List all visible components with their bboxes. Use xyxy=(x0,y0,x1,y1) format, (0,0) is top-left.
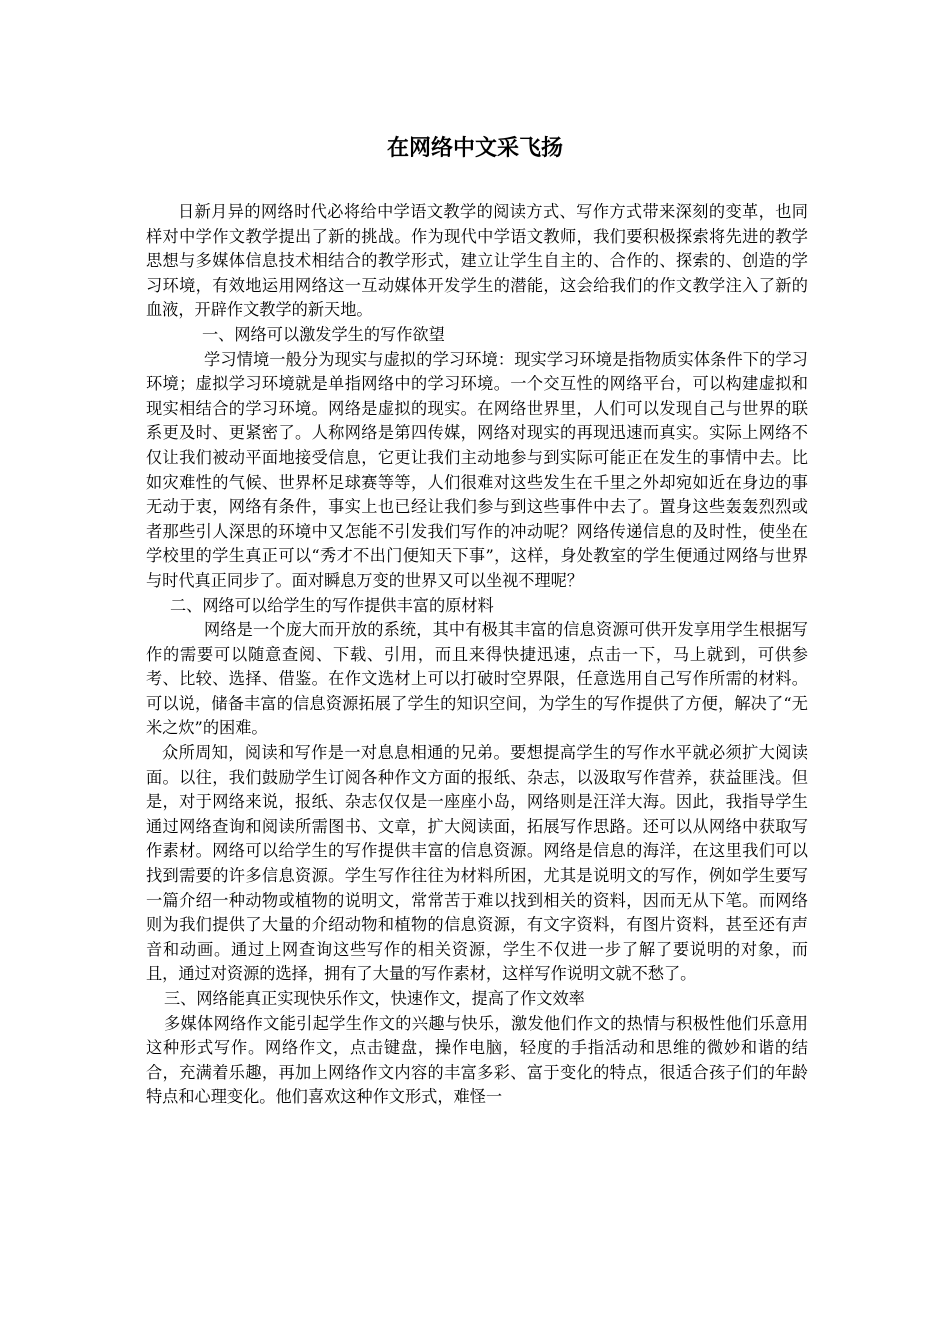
document-body xyxy=(146,200,808,1110)
section-heading-1: 一、网络可以激发学生的写作欲望 xyxy=(202,324,445,344)
section-heading-3: 三、网络能真正实现快乐作文，快速作文，提高了作文效率 xyxy=(164,989,585,1008)
intro-paragraph: 日新月异的网络时代必将给中学语文教学的阅读方式、写作方式带来深刻的变革，也同样对中学作文教学提出了新的挑战。作为现代中学语文教师，我们要积极探索将先进的教学思想与多媒体信息技术相结合的教学形式，建立让学生自主的、合作的、探索的、创造的学习环境，有效地运用网络这一互动媒体开发学生的潜能，这会给我们的作文教学注入了新的血液，开辟作文教学的新天地。 xyxy=(146,202,808,320)
document-title: 在网络中文采飞扬 xyxy=(386,135,563,161)
section-2-paragraph-1: 网络是一个庞大而开放的系统，其中有极其丰富的信息资源可供开发享用学生根据写作的需要可以随意查阅、下载、引用，而且来得快捷迅速，点击一下，马上就到，可供参考、比较、选择、借鉴。在作文选材上可以打破时空界限，任意选用自己写作所需的材料。可以说，储备丰富的信息资源拓展了学生的知识空间，为学生的写作提供了方便，解决了“无米之炊”的困难。 xyxy=(146,620,808,738)
section-1-paragraph: 学习情境一般分为现实与虚拟的学习环境：现实学习环境是指物质实体条件下的学习环境；虚拟学习环境就是单指网络中的学习环境。一个交互性的网络平台，可以构建虚拟和现实相结合的学习环境。网络是虚拟的现实。在网络世界里，人们可以发现自己与世界的联系更及时、更紧密了。人称网络是第四传媒，网络对现实的再现迅速而真实。实际上网络不仅让我们被动平面地接受信息，它更让我们主动地参与到实际可能正在发生的事情中去。比如灾难性的气候、世界杯足球赛等等，人们很难对这些发生在千里之外却宛如近在身边的事无动于衷，网络有条件，事实上也已经让我们参与到这些事件中去了。置身这些轰轰烈烈或者那些引人深思的环境中又怎能不引发我们写作的冲动呢？网络传递信息的及时性，使坐在学校里的学生真正可以“秀才不出门便知天下事”，这样，身处教室的学生便通过网络与世界与时代真正同步了。面对瞬息万变的世界又可以坐视不理呢？ xyxy=(146,349,808,590)
section-heading-2: 二、网络可以给学生的写作提供丰富的原材料 xyxy=(170,595,494,615)
section-2-paragraph-2: 众所周知，阅读和写作是一对息息相通的兄弟。要想提高学生的写作水平就必须扩大阅读面。以往，我们鼓励学生订阅各种作文方面的报纸、杂志，以汲取写作营养，获益匪浅。但是，对于网络来说，报纸、杂志仅仅是一座座小岛，网络则是汪洋大海。因此，我指导学生通过网络查询和阅读所需图书、文章，扩大阅读面，拓展写作思路。还可以从网络中获取写作素材。网络可以给学生的写作提供丰富的信息资源。网络是信息的海洋，在这里我们可以找到需要的许多信息资源。学生写作往往为材料所困，尤其是说明文的写作，例如学生要写一篇介绍一种动物或植物的说明文，常常苦于难以找到相关的资料，因而无从下笔。而网络则为我们提供了大量的介绍动物和植物的信息资源，有文字资料，有图片资料，甚至还有声音和动画。通过上网查询这些写作的相关资源，学生不仅进一步了解了要说明的对象，而且，通过对资源的选择，拥有了大量的写作素材，这样写作说明文就不愁了。 xyxy=(146,743,808,984)
section-3-paragraph: 多媒体网络作文能引起学生作文的兴趣与快乐，激发他们作文的热情与积极性他们乐意用这种形式写作。网络作文，点击键盘，操作电脑，轻度的手指活动和思维的微妙和谐的结合，充满着乐趣，再加上网络作文内容的丰富多彩、富于变化的特点，很适合孩子们的年龄特点和心理变化。他们喜欢这种作文形式，难怪一 xyxy=(146,1013,808,1107)
